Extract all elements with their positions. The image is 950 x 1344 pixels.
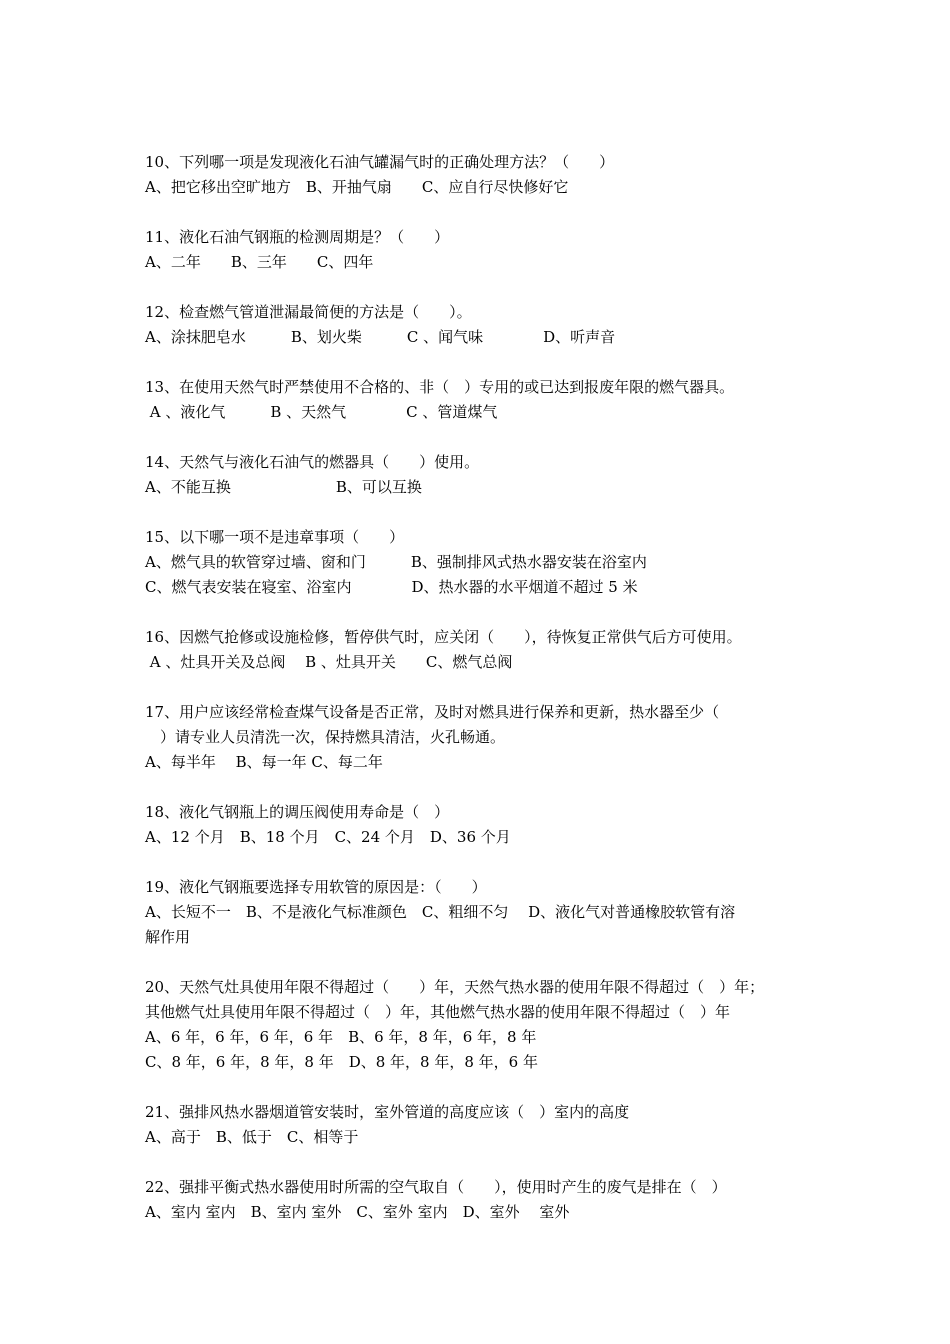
question-text: 16、因燃气抢修或设施检修，暂停供气时，应关闭（ ），待恢复正常供气后方可使用。 [145,628,742,646]
question-line: ）请专业人员清洗一次，保持燃具清洁，火孔畅通。 [145,728,506,746]
question-line: A、涂抹肥皂水 B、划火柴 C 、闻气味 D、听声音 [145,328,616,346]
question-13 [145,375,815,425]
question-line: A、12 个月 B、18 个月 C、24 个月 D、36 个月 [145,828,511,846]
question-17 [145,700,815,775]
question-text: 22、强排平衡式热水器使用时所需的空气取自（ ），使用时产生的废气是排在（ ） [145,1178,727,1196]
question-text: 17、用户应该经常检查煤气设备是否正常，及时对燃具进行保养和更新，热水器至少（ [145,703,720,721]
question-text: 15、以下哪一项不是违章事项（ ） [145,528,405,546]
question-list [145,150,815,1250]
question-line: C、燃气表安装在寝室、浴室内 D、热水器的水平烟道不超过 5 米 [145,578,638,596]
question-20 [145,975,815,1075]
question-text: 20、天然气灶具使用年限不得超过（ ）年，天然气热水器的使用年限不得超过（ ）年； [145,978,765,996]
question-text: 13、在使用天然气时严禁使用不合格的、非（ ）专用的或已达到报废年限的燃气器具。 [145,378,735,396]
question-11 [145,225,815,275]
question-line: A、二年 B、三年 C、四年 [145,253,374,271]
question-line: A、室内 室内 B、室内 室外 C、室外 室内 D、室外 室外 [145,1203,570,1221]
question-line: A、长短不一 B、不是液化气标准颜色 C、粗细不匀 D、液化气对普通橡胶软管有溶 [145,903,736,921]
question-line: 其他燃气灶具使用年限不得超过（ ）年，其他燃气热水器的使用年限不得超过（ ）年 [145,1003,731,1021]
question-22 [145,1175,815,1225]
question-text: 19、液化气钢瓶要选择专用软管的原因是：（ ） [145,878,487,896]
question-12 [145,300,815,350]
question-line: A、高于 B、低于 C、相等于 [145,1128,359,1146]
question-line: A 、液化气 B 、天然气 C 、管道煤气 [145,403,498,421]
question-line: A、6 年，6 年，6 年，6 年 B、6 年，8 年，6 年，8 年 [145,1028,537,1046]
question-line: A、每半年 B、每一年 C、每二年 [145,753,383,771]
question-line: A 、灶具开关及总阀 B 、灶具开关 C、燃气总阀 [145,653,513,671]
question-10 [145,150,815,200]
question-text: 21、强排风热水器烟道管安装时，室外管道的高度应该（ ）室内的高度 [145,1103,630,1121]
question-14 [145,450,815,500]
question-21 [145,1100,815,1150]
question-line: A、把它移出空旷地方 B、开抽气扇 C、应自行尽快修好它 [145,178,569,196]
question-line: 解作用 [145,928,191,946]
question-19 [145,875,815,950]
question-text: 12、检查燃气管道泄漏最简便的方法是（ ）。 [145,303,472,321]
question-text: 10、下列哪一项是发现液化石油气罐漏气时的正确处理方法？（ ） [145,153,615,171]
question-text: 14、天然气与液化石油气的燃器具（ ）使用。 [145,453,480,471]
question-line: C、8 年，6 年，8 年，8 年 D、8 年，8 年，8 年，6 年 [145,1053,538,1071]
question-line: A、不能互换 B、可以互换 [145,478,422,496]
question-line: A、燃气具的软管穿过墙、窗和门 B、强制排风式热水器安装在浴室内 [145,553,647,571]
question-18 [145,800,815,850]
question-text: 18、液化气钢瓶上的调压阀使用寿命是（ ） [145,803,450,821]
question-16 [145,625,815,675]
question-15 [145,525,815,600]
question-text: 11、液化石油气钢瓶的检测周期是？（ ） [145,228,450,246]
